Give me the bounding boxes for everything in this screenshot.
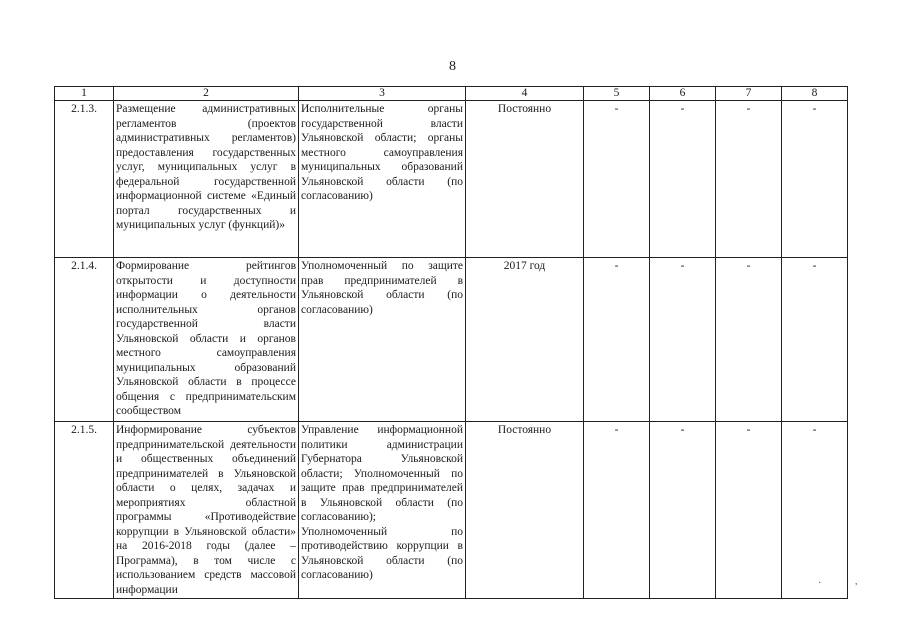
cell-col-7: - (716, 101, 782, 258)
measures-table (54, 86, 848, 599)
scan-speck: · (818, 578, 822, 589)
cell-col-8: - (782, 422, 848, 599)
measure-text: Информирование субъектов предпринимательской деятельности и общественных объединений предпринимателей в Ульяновской области о целях, задачах и мероприятиях областной программы «Противодействие коррупции в Ульяновской области» на 2016-2018 годы (далее – Программа), в том числе с использованием средств массовой информации (114, 422, 299, 599)
term-text: 2017 год (466, 258, 584, 422)
cell-col-5: - (584, 101, 650, 258)
executor-text: Уполномоченный по защите прав предпринимателей в Ульяновской области (по согласованию) (299, 258, 466, 422)
page-number: 8 (449, 59, 456, 74)
cell-col-7: - (716, 258, 782, 422)
row-number: 2.1.3. (55, 101, 114, 258)
header-col-6: 6 (650, 87, 716, 101)
header-col-3: 3 (299, 87, 466, 101)
table-row (55, 101, 848, 258)
measure-text: Размещение административных регламентов (проектов административных регламентов) предоставления государственных услуг, муниципальных услуг в федеральной государственной информационной системе «Единый портал государственных и муниципальных услуг (функций)» (114, 101, 299, 258)
measure-text: Формирование рейтингов открытости и доступности информации о деятельности исполнительных органов государственной власти Ульяновской области и органов местного самоуправления муниципальных образований Ульяновской области в процессе общения с предпринимательским сообществом (114, 258, 299, 422)
cell-col-8: - (782, 101, 848, 258)
row-number: 2.1.5. (55, 422, 114, 599)
header-col-1: 1 (55, 87, 114, 101)
term-text: Постоянно (466, 101, 584, 258)
cell-col-6: - (650, 422, 716, 599)
header-col-4: 4 (466, 87, 584, 101)
cell-col-7: - (716, 422, 782, 599)
cell-col-8: - (782, 258, 848, 422)
term-text: Постоянно (466, 422, 584, 599)
header-col-5: 5 (584, 87, 650, 101)
scan-speck: , (855, 576, 858, 587)
cell-col-6: - (650, 258, 716, 422)
cell-col-6: - (650, 101, 716, 258)
header-col-8: 8 (782, 87, 848, 101)
header-col-2: 2 (114, 87, 299, 101)
cell-col-5: - (584, 258, 650, 422)
row-number: 2.1.4. (55, 258, 114, 422)
header-col-7: 7 (716, 87, 782, 101)
executor-text: Управление информационной политики администрации Губернатора Ульяновской области; Уполномоченный по защите прав предпринимателей в Ульяновской области (по согласованию); Уполномоченный по противодействию коррупции в Ульяновской области (по согласованию) (299, 422, 466, 599)
executor-text: Исполнительные органы государственной власти Ульяновской области; органы местного самоуправления муниципальных образований Ульяновской области (по согласованию) (299, 101, 466, 258)
cell-col-5: - (584, 422, 650, 599)
table-row (55, 258, 848, 422)
table-row (55, 422, 848, 599)
table-header-row (55, 87, 848, 101)
